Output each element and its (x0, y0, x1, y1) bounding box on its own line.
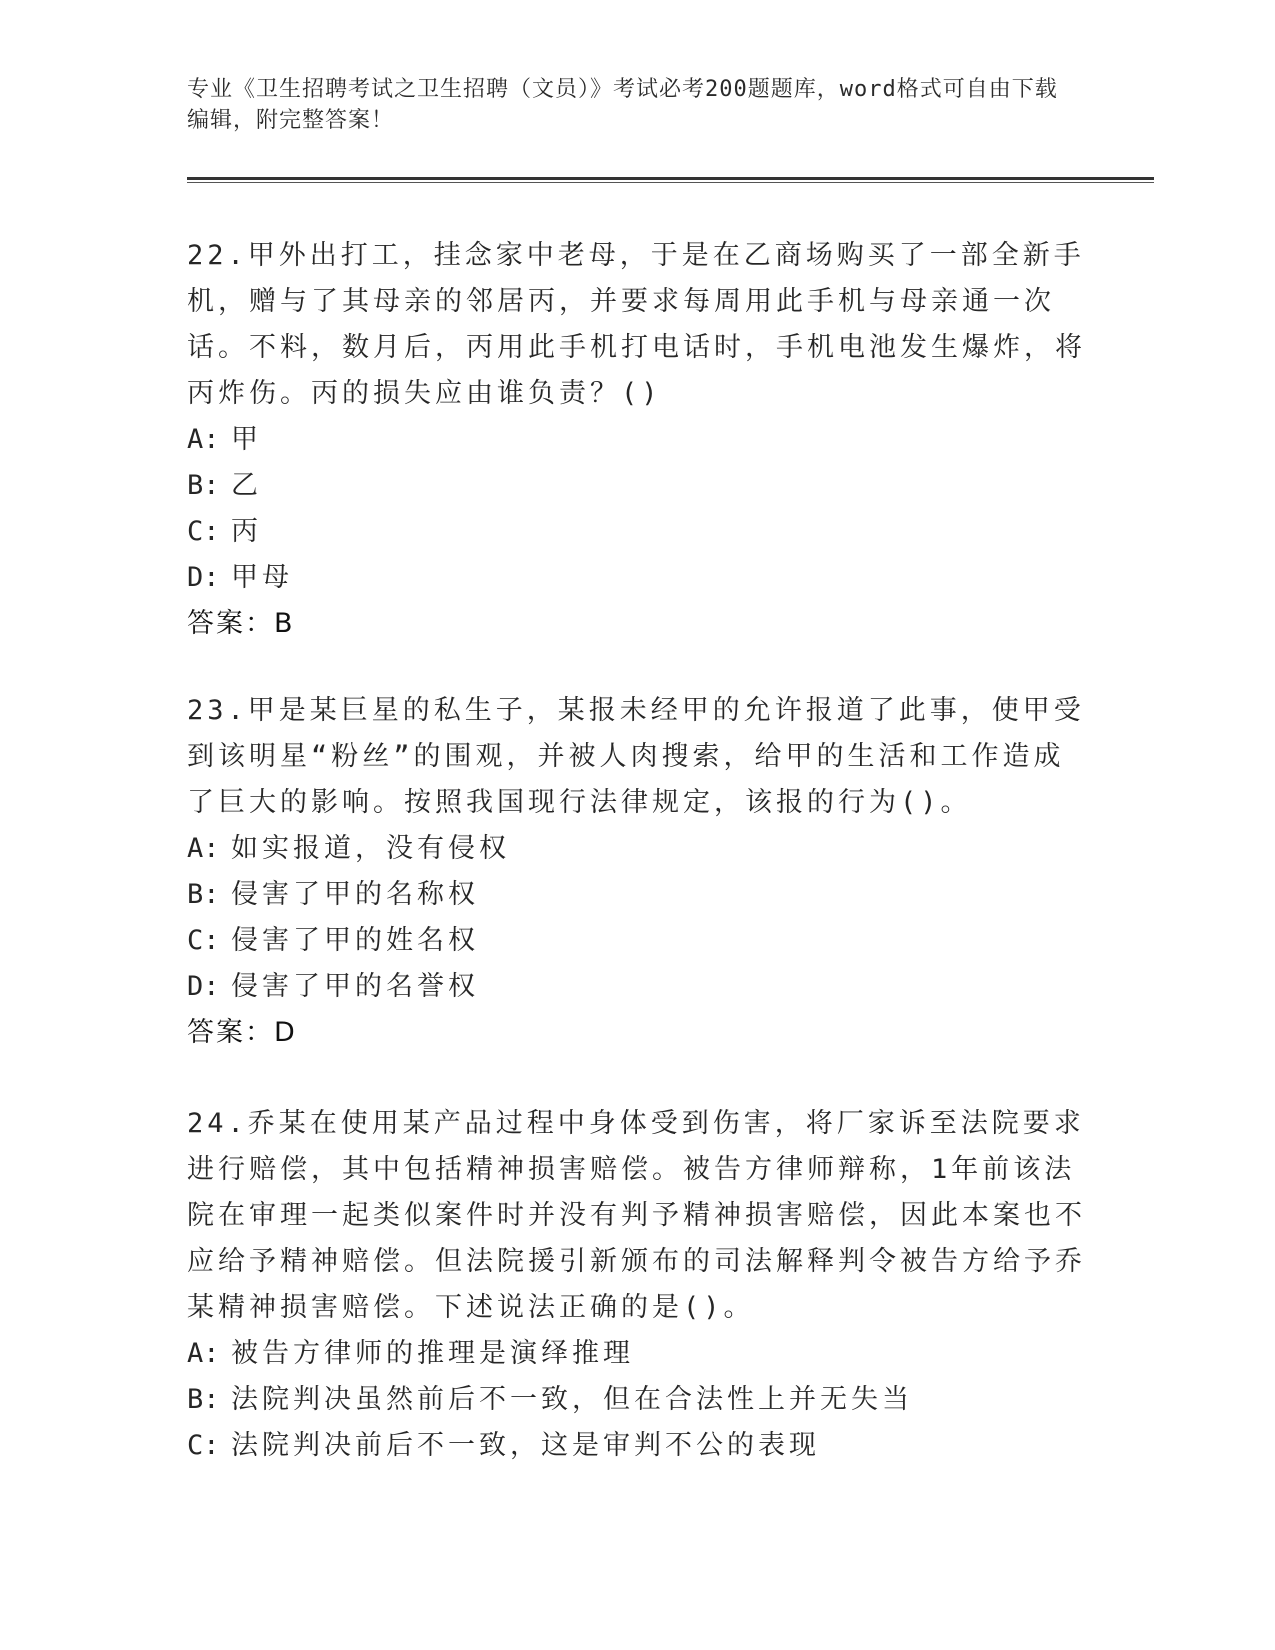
answer-line: 答案：D (187, 1017, 297, 1048)
question-24 (187, 1101, 1087, 1469)
option-text: 侵害了甲的名称权 (231, 879, 479, 910)
question-stem: 22.甲外出打工，挂念家中老母，于是在乙商场购买了一部全新手机，赠与了其母亲的邻居丙，并要求每周用此手机与母亲通一次话。不料，数月后，丙用此手机打电话时，手机电池发生爆炸，将丙炸伤。丙的损失应由谁负责？() (187, 240, 1086, 409)
option-text: 法院判决前后不一致，这是审判不公的表现 (231, 1430, 820, 1461)
answer-line: 答案：B (187, 608, 295, 639)
option-c (187, 918, 1087, 964)
option-b (187, 872, 1087, 918)
option-b (187, 1377, 1087, 1423)
option-letter: C: (187, 925, 220, 956)
option-letter: B: (187, 470, 220, 501)
option-letter: C: (187, 516, 220, 547)
header-divider-thin (187, 182, 1154, 183)
option-c (187, 509, 1087, 555)
option-letter: B: (187, 1384, 220, 1415)
document-header: 专业《卫生招聘考试之卫生招聘（文员）》考试必考200题题库，word格式可自由下载编辑，附完整答案！ (187, 77, 1058, 133)
option-text: 乙 (231, 470, 262, 501)
option-letter: D: (187, 562, 220, 593)
option-text: 丙 (231, 516, 262, 547)
option-c (187, 1423, 1087, 1469)
option-a (187, 1331, 1087, 1377)
option-text: 甲 (231, 424, 262, 455)
option-text: 如实报道，没有侵权 (231, 833, 510, 864)
option-text: 甲母 (231, 562, 293, 593)
option-letter: D: (187, 971, 220, 1002)
option-d (187, 555, 1087, 601)
question-stem: 24.乔某在使用某产品过程中身体受到伤害，将厂家诉至法院要求进行赔偿，其中包括精神损害赔偿。被告方律师辩称，1年前该法院在审理一起类似案件时并没有判予精神损害赔偿，因此本案也不应给予精神赔偿。但法院援引新颁布的司法解释判令被告方给予乔某精神损害赔偿。下述说法正确的是()。 (187, 1108, 1086, 1323)
option-d (187, 964, 1087, 1010)
option-text: 法院判决虽然前后不一致，但在合法性上并无失当 (231, 1384, 913, 1415)
option-letter: A: (187, 424, 220, 455)
question-23 (187, 688, 1087, 1056)
option-letter: A: (187, 833, 220, 864)
option-b (187, 463, 1087, 509)
option-letter: B: (187, 879, 220, 910)
option-text: 侵害了甲的姓名权 (231, 925, 479, 956)
question-stem: 23.甲是某巨星的私生子，某报未经甲的允许报道了此事，使甲受到该明星“粉丝”的围观，并被人肉搜索，给甲的生活和工作造成了巨大的影响。按照我国现行法律规定，该报的行为()。 (187, 695, 1085, 818)
option-a (187, 417, 1087, 463)
header-divider-thick (187, 177, 1154, 180)
option-letter: A: (187, 1338, 220, 1369)
option-letter: C: (187, 1430, 220, 1461)
option-text: 侵害了甲的名誉权 (231, 971, 479, 1002)
question-22 (187, 233, 1087, 647)
option-text: 被告方律师的推理是演绎推理 (231, 1338, 634, 1369)
option-a (187, 826, 1087, 872)
